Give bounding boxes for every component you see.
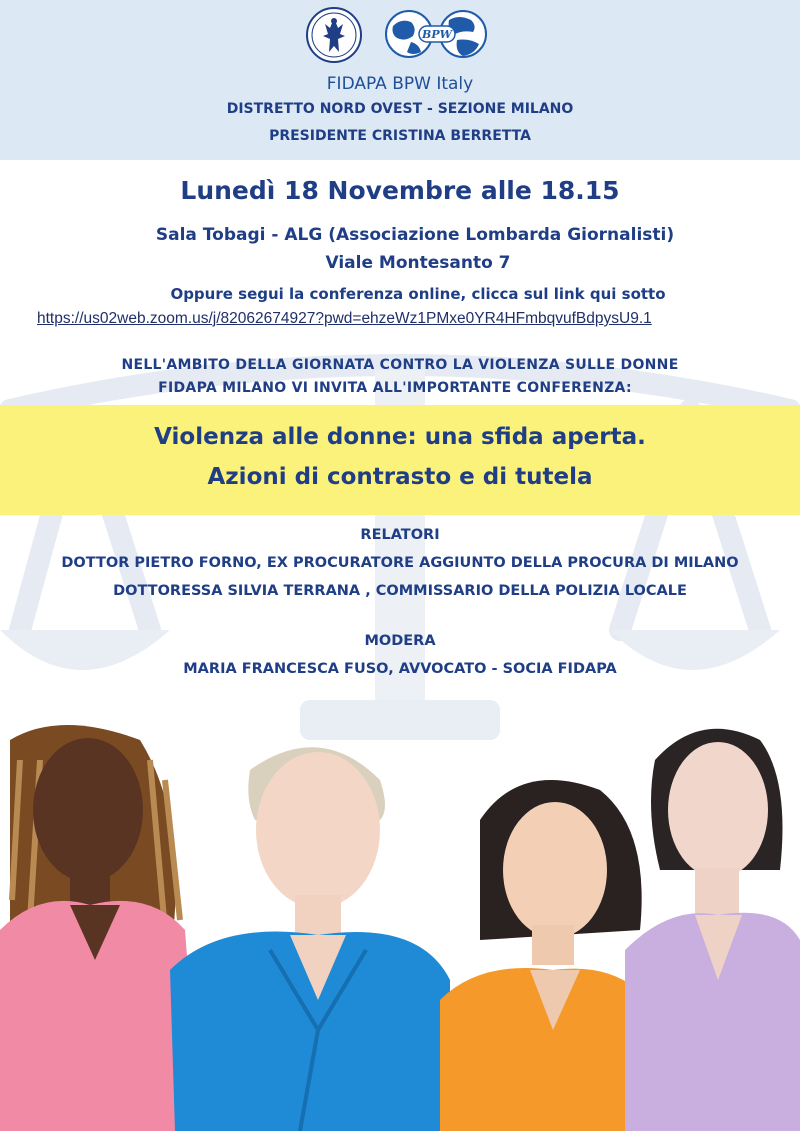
woman-lilac-jacket <box>625 729 800 1131</box>
district-line: DISTRETTO NORD OVEST - SEZIONE MILANO <box>226 101 574 117</box>
title-band <box>0 405 800 515</box>
header-band <box>0 0 800 160</box>
intro-line-2: FIDAPA MILANO VI INVITA ALL'IMPORTANTE CONFERENZA: <box>158 380 632 396</box>
event-date: Lunedì 18 Novembre alle 18.15 <box>180 176 620 205</box>
winged-figure-emblem-icon <box>305 6 363 64</box>
conference-title-line-1: Violenza alle donne: una sfida aperta. <box>154 424 646 450</box>
org-name: FIDAPA BPW Italy <box>326 74 474 94</box>
bpw-globe-logo-icon <box>383 8 489 60</box>
speaker-item: DOTTOR PIETRO FORNO, EX PROCURATORE AGGIUNTO DELLA PROCURA DI MILANO <box>61 555 739 571</box>
zoom-link[interactable]: https://us02web.zoom.us/j/82062674927?pwd=ehzeWz1PMxe0YR4HFmbqvufBdpysU9.1 <box>37 310 652 327</box>
moderator-heading: MODERA <box>364 633 436 649</box>
moderator-name: MARIA FRANCESCA FUSO, AVVOCATO - SOCIA FIDAPA <box>183 661 617 677</box>
online-note: Oppure segui la conferenza online, clicca sul link qui sotto <box>170 285 666 303</box>
woman-pink-jacket <box>0 725 200 1131</box>
intro-line-1: NELL'AMBITO DELLA GIORNATA CONTRO LA VIOLENZA SULLE DONNE <box>121 357 679 373</box>
speaker-item: DOTTORESSA SILVIA TERRANA , COMMISSARIO DELLA POLIZIA LOCALE <box>113 583 687 599</box>
president-line: PRESIDENTE CRISTINA BERRETTA <box>269 128 531 144</box>
women-group-photo <box>0 700 800 1131</box>
conference-title-line-2: Azioni di contrasto e di tutela <box>207 464 593 490</box>
speakers-heading: RELATORI <box>360 527 440 543</box>
logo-text: BPW <box>422 28 452 41</box>
event-venue: Sala Tobagi - ALG (Associazione Lombarda Giornalisti) <box>155 225 675 245</box>
event-address: Viale Montesanto 7 <box>325 253 511 273</box>
woman-blue-jacket <box>170 747 450 1131</box>
